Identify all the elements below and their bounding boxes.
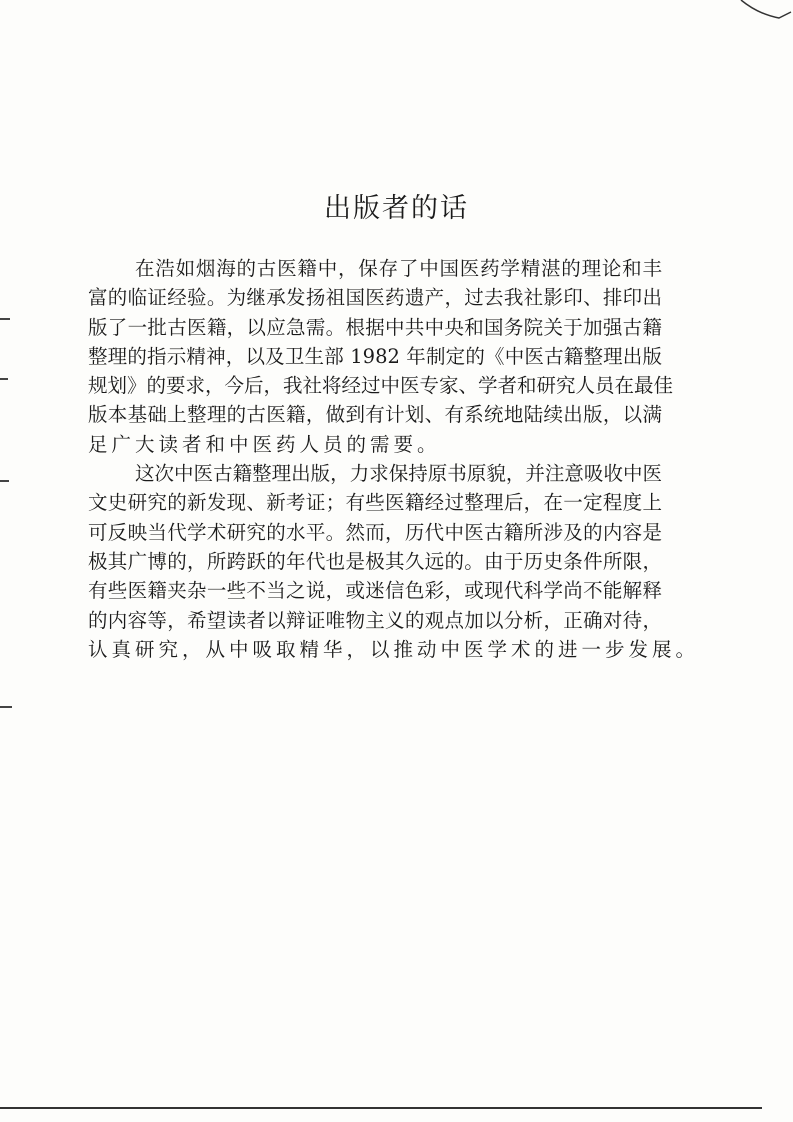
text-line: 这次中医古籍整理出版，力求保持原书原貌，并注意吸收中医: [135, 462, 662, 486]
text-line: 整理的指示精神，以及卫生部 1982 年制定的《中医古籍整理出版: [88, 344, 662, 368]
text-line: 极其广博的，所跨跃的年代也是极其久远的。由于历史条件所限，: [88, 549, 662, 573]
text-line: 可反映当代学术研究的水平。然而，历代中医古籍所涉及的内容是: [88, 520, 662, 544]
text-line: 认真研究，从中吸取精华，以推动中医学术的进一步发展。: [88, 637, 700, 661]
text-line: 足广大读者和中医药人员的需要。: [88, 432, 441, 456]
scan-speck: [0, 480, 9, 482]
scan-speck: [0, 318, 10, 320]
text-line: 版本基础上整理的古医籍，做到有计划、有系统地陆续出版，以满: [88, 403, 662, 427]
document-body: [88, 254, 700, 664]
text-line: 规划》的要求，今后，我社将经过中医专家、学者和研究人员在最佳: [88, 374, 674, 398]
text-line: 在浩如烟海的古医籍中，保存了中国医药学精湛的理论和丰: [135, 257, 662, 280]
page-title: 出版者的话: [324, 193, 469, 224]
paragraph-1: [88, 254, 674, 459]
page-corner-mark: [733, 0, 793, 30]
text-line: 富的临证经验。为继承发扬祖国医药遗产，过去我社影印、排印出: [88, 286, 662, 310]
paragraph-2: [88, 459, 700, 664]
scan-speck: [0, 378, 8, 380]
text-line: 的内容等，希望读者以辩证唯物主义的观点加以分析，正确对待，: [88, 608, 662, 632]
text-line: 有些医籍夹杂一些不当之说，或迷信色彩，或现代科学尚不能解释: [88, 579, 662, 603]
text-line: 文史研究的新发现、新考证；有些医籍经过整理后，在一定程度上: [88, 491, 662, 515]
bottom-rule: [0, 1107, 762, 1109]
text-line: 版了一批古医籍，以应急需。根据中共中央和国务院关于加强古籍: [88, 315, 662, 339]
scan-speck: [0, 706, 12, 708]
